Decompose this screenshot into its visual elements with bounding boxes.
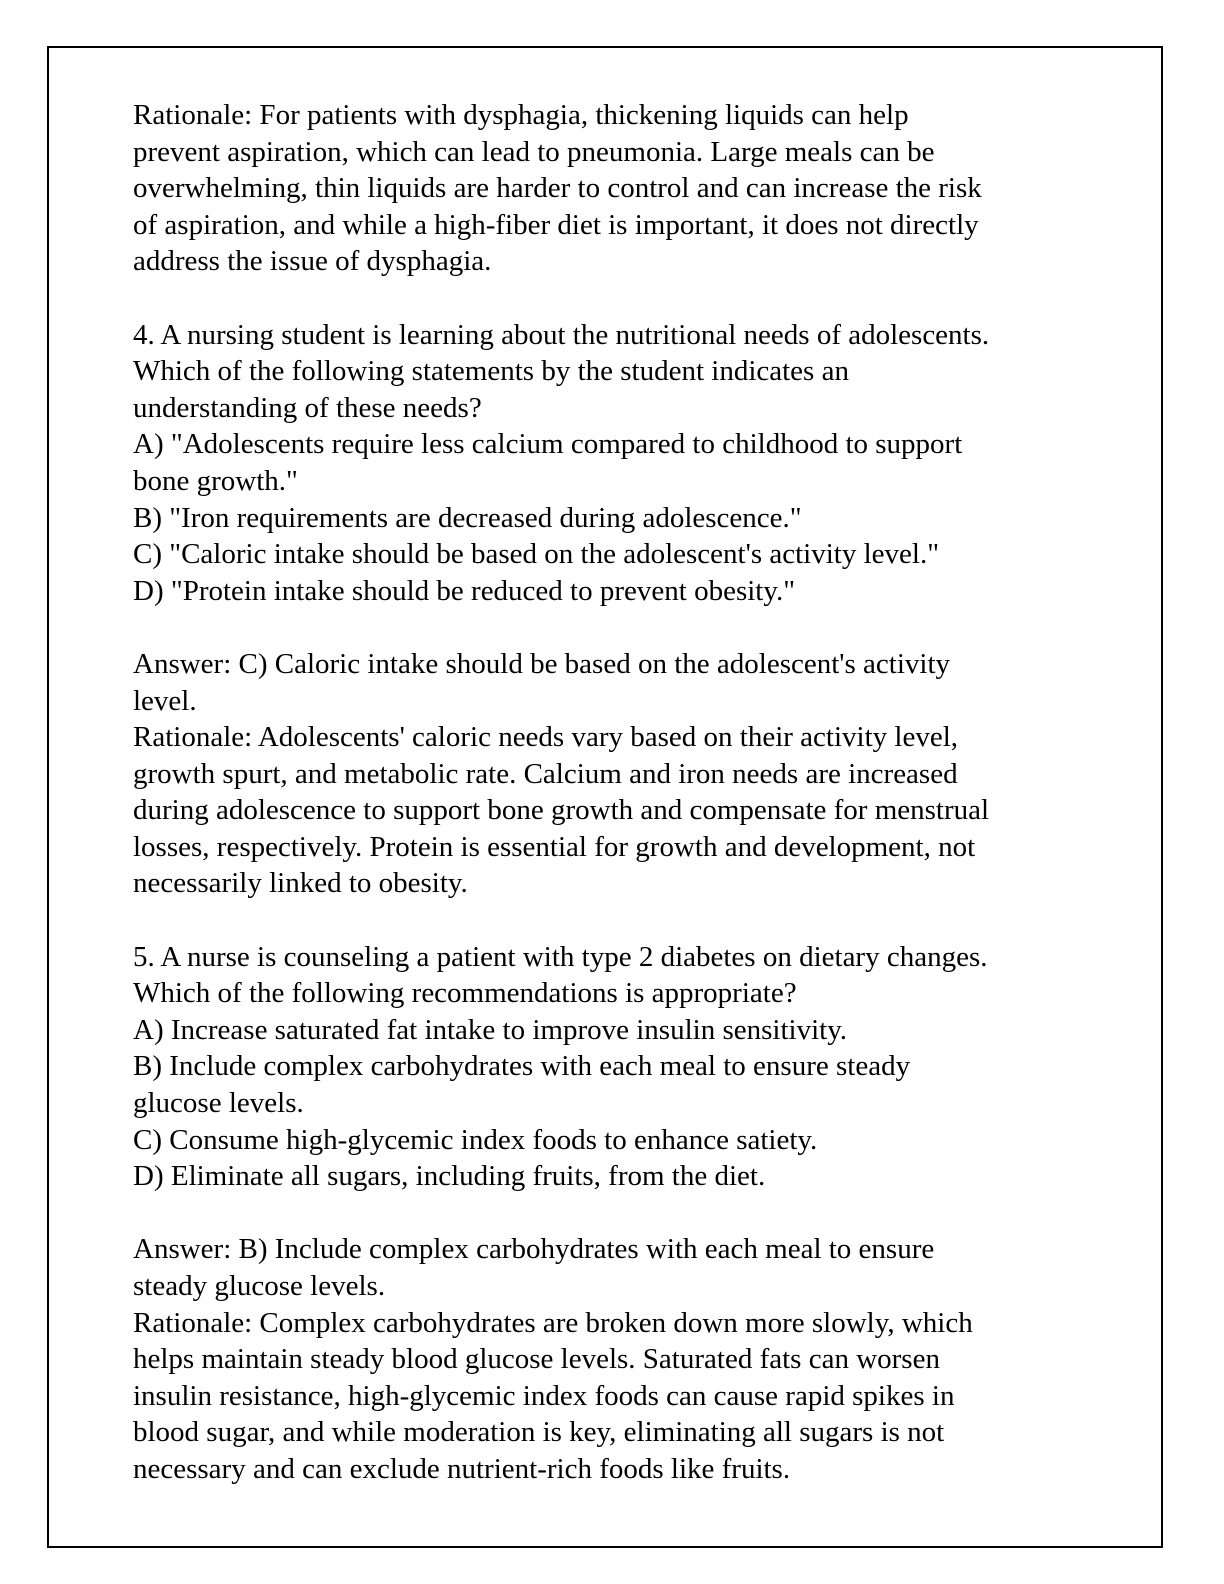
- answer-line: Answer: C) Caloric intake should be based on the adolescent's activity: [133, 647, 951, 680]
- question-stem-line: 5. A nurse is counseling a patient with type 2 diabetes on dietary changes.: [133, 940, 988, 973]
- rationale-line: losses, respectively. Protein is essential for growth and development, not: [133, 830, 976, 863]
- rationale-paragraph: [133, 97, 1093, 280]
- document-body: [133, 97, 1093, 1524]
- option-d: D) Eliminate all sugars, including fruits, from the diet.: [133, 1160, 766, 1193]
- text-line: address the issue of dysphagia.: [133, 245, 492, 278]
- rationale-line: growth spurt, and metabolic rate. Calcium and iron needs are increased: [133, 757, 958, 790]
- option-a: A) Increase saturated fat intake to improve insulin sensitivity.: [133, 1013, 848, 1046]
- option-a: A) "Adolescents require less calcium compared to childhood to support: [133, 428, 963, 461]
- question-stem-line: 4. A nursing student is learning about the nutritional needs of adolescents.: [133, 318, 990, 351]
- answer-line: level.: [133, 684, 197, 717]
- answer-5: [133, 1231, 1093, 1487]
- option-b-continued: glucose levels.: [133, 1087, 304, 1120]
- option-b: B) Include complex carbohydrates with each meal to ensure steady: [133, 1050, 911, 1083]
- text-line: of aspiration, and while a high-fiber diet is important, it does not directly: [133, 208, 979, 241]
- option-a-continued: bone growth.": [133, 464, 298, 497]
- option-b: B) "Iron requirements are decreased during adolescence.": [133, 501, 802, 534]
- rationale-line: Rationale: Adolescents' caloric needs vary based on their activity level,: [133, 721, 958, 754]
- answer-line: Answer: B) Include complex carbohydrates with each meal to ensure: [133, 1233, 935, 1266]
- rationale-line: necessarily linked to obesity.: [133, 867, 468, 900]
- question-stem-line: Which of the following recommendations is appropriate?: [133, 977, 797, 1010]
- answer-line: steady glucose levels.: [133, 1270, 386, 1302]
- rationale-line: insulin resistance, high-glycemic index foods can cause rapid spikes in: [133, 1379, 955, 1412]
- question-stem-line: Which of the following statements by the student indicates an: [133, 355, 849, 388]
- question-4: [133, 317, 1093, 610]
- rationale-line: blood sugar, and while moderation is key, eliminating all sugars is not: [133, 1416, 945, 1449]
- option-c: C) Consume high-glycemic index foods to enhance satiety.: [133, 1123, 818, 1156]
- text-line: overwhelming, thin liquids are harder to control and can increase the risk: [133, 172, 982, 205]
- rationale-line: during adolescence to support bone growth and compensate for menstrual: [133, 794, 990, 827]
- rationale-line: Rationale: Complex carbohydrates are broken down more slowly, which: [133, 1306, 973, 1339]
- option-d: D) "Protein intake should be reduced to prevent obesity.": [133, 574, 796, 607]
- rationale-line: helps maintain steady blood glucose levels. Saturated fats can worsen: [133, 1343, 940, 1376]
- text-line: prevent aspiration, which can lead to pneumonia. Large meals can be: [133, 135, 935, 168]
- question-5: [133, 939, 1093, 1195]
- rationale-line: necessary and can exclude nutrient-rich foods like fruits.: [133, 1452, 791, 1485]
- question-stem-line: understanding of these needs?: [133, 391, 482, 424]
- text-line: Rationale: For patients with dysphagia, thickening liquids can help: [133, 99, 909, 131]
- option-c: C) "Caloric intake should be based on the adolescent's activity level.": [133, 538, 940, 571]
- answer-4: [133, 646, 1093, 902]
